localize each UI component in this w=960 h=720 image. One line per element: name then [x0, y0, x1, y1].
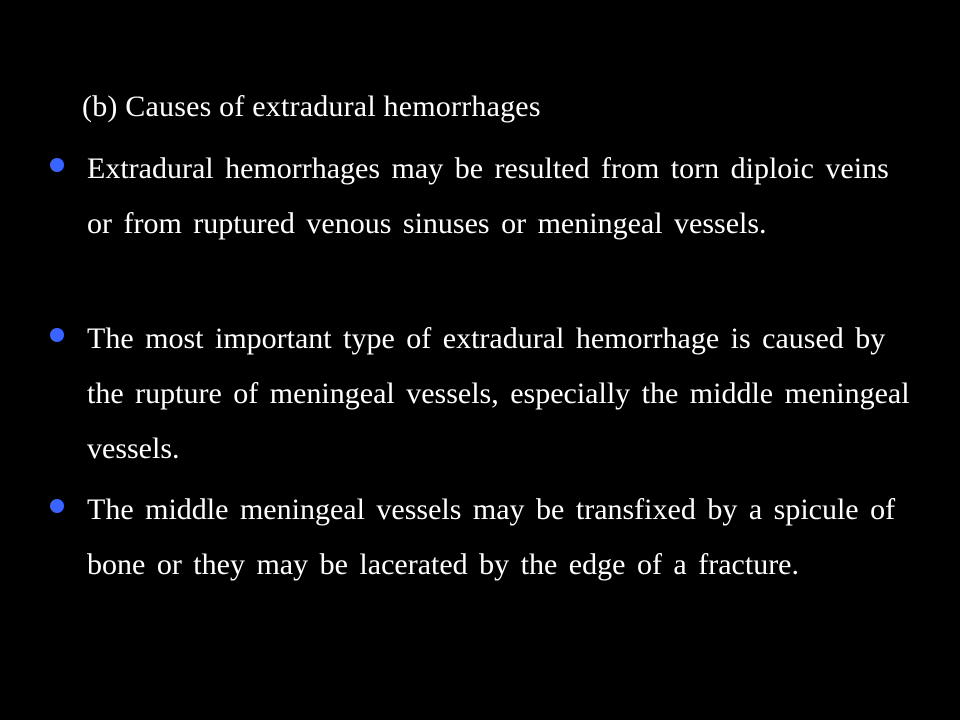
bullet-text: The middle meningeal vessels may be transfixed by a spicule of bone or they may be lacerated by the edge of a fracture.	[87, 493, 896, 581]
bullet-dot-icon	[50, 499, 64, 513]
bullet-text: Extradural hemorrhages may be resulted from torn diploic veins or from ruptured venous sinuses or meningeal vessels.	[87, 152, 889, 240]
bullet-dot-icon	[50, 158, 64, 172]
bullet-text: The most important type of extradural hemorrhage is caused by the rupture of meningeal vessels, especially the middle meningeal vessels.	[87, 322, 910, 465]
bullet-dot-icon	[50, 328, 64, 342]
slide-heading: (b) Causes of extradural hemorrhages	[82, 90, 541, 123]
